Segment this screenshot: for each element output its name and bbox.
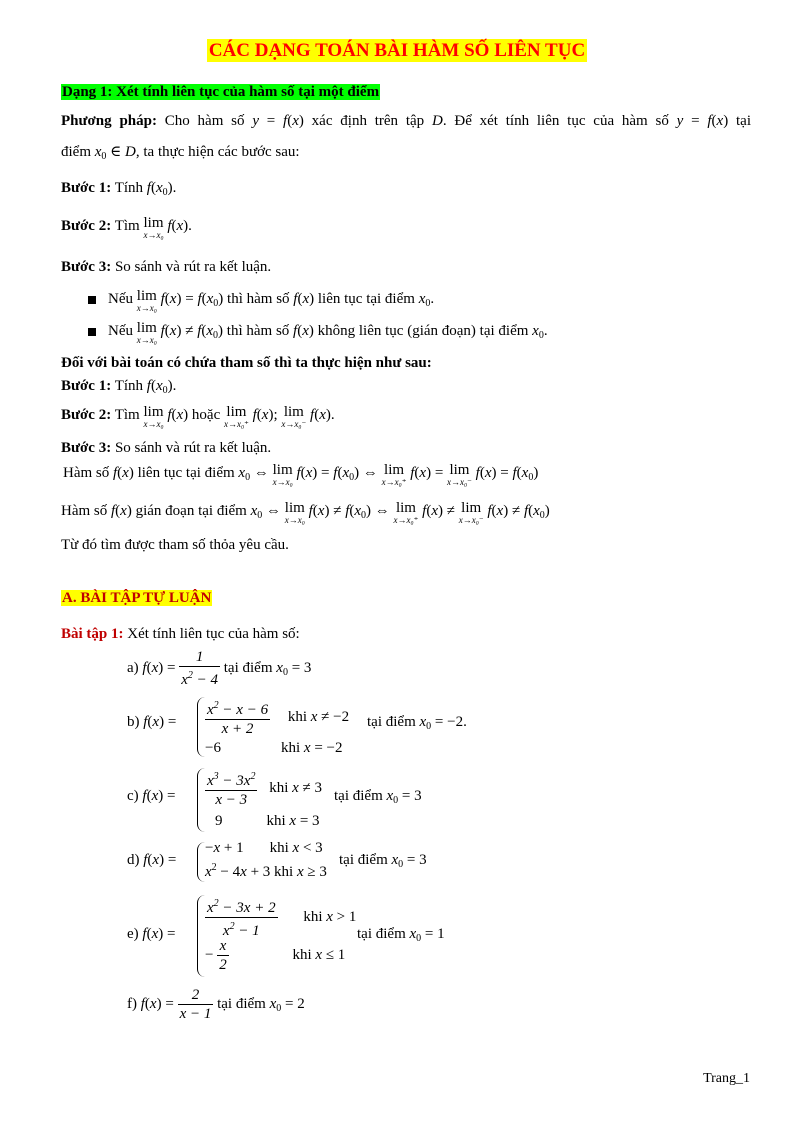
exercise-item-f: f) f(x) = $\frac{2}{x - 1}$ tại điểm $x_0 = 2$	[127, 987, 305, 1022]
document-page: CÁC DẠNG TOÁN BÀI HÀM SỐ LIÊN TỤC Dạng 1: Xét tính liên tục của hàm số tại một điểm Phương pháp: Cho hàm số y = f(x) xác định trên tập D. Để xét tính liên tục của hàm số y = f(x) tại điểm $x_0$ ∈ D, ta thực hiện các bước sau: Bước 1: Tính $f(x_0)$. Bước 2: Tìm lim x→x₀ f(x). Bước 3: So sánh và rút ra kết luận. Nếu lim x→x₀ $f(x) = f(x_0)$ thì hàm số f(x) liên tục tại điểm $x_0$. Nếu lim x→x₀ $f(x) \ne f(x_0)$ thì hàm số f(x) không liên tục (gián đoạn) tại điểm $x_0$. Đối với bài toán có chứa tham số thì ta thực hiện như sau: Bước 1: Tính $f(x_0)$. Bước 2: Tìm lim x→x₀ f(x) hoặc lim x→x₀⁺ f(x); lim x→x₀⁻ f(x). Bước 3: So sánh và rút ra kết luận. Hàm số f(x) liên tục tại điểm $x_0$ ⇔ lim x→x₀ $f(x) = f(x_0)$ ⇔ lim x→x₀⁺ f(x) = lim x→x₀⁻ $f(x) = f(x_0)$ Hàm số f(x) gián đoạn tại điểm $x_0$ ⇔ lim x→x₀ $f(x) \ne f(x_0)$ ⇔ lim x→x₀⁺ f(x) ≠ lim x→x₀⁻ $f(x) \ne f(x_0)$ Từ đó tìm được tham số thỏa yêu cầu. A. BÀI TẬP TỰ LUẬN Bài tập 1: Xét tính liên tục của hàm số: a) f(x) = $\frac{1}{x^2 - 4}$ tại điểm $x_0 = 3$ b) f(x) = $\frac{x^2 - x - 6}{x + 2}$ khi x ≠ −2 −6 khi x = −2 tại điểm $x_0 = -2$. c) f(x) = $\frac{x^3 - 3x^2}{x - 3}$ khi x ≠ 3 9 khi x = 3 tại điểm $x_0 = 3$ d) f(x) = −x + 1 khi x < 3 $x^2 - 4x + 3$ khi x ≥ 3 tại điểm $x_0 = 3$ e) f(x) = $\frac{x^2 - 3x + 2}{x^2 - 1}$ khi x > 1 − $\frac{x}{2}$ khi x ≤ 1 tại điểm $x_0 = 1$ f) f(x) = $\frac{2}{x - 1}$ tại điểm $x_0 = 2$ Trang_1	[0, 0, 794, 1123]
page-number: Trang_1	[703, 1071, 750, 1086]
step3: Bước 3: So sánh và rút ra kết luận.	[61, 259, 272, 275]
dang1-heading: Dạng 1: Xét tính liên tục của hàm số tại một điểm	[62, 84, 380, 100]
step1: Bước 1: Tính $f(x_0)$.	[61, 180, 177, 198]
continuity-condition: Hàm số f(x) liên tục tại điểm $x_0$ ⇔ lim x→x₀ $f(x) = f(x_0)$ ⇔ lim x→x₀⁺ f(x) = lim x→x₀⁻ $f(x) = f(x_0)$	[63, 462, 539, 487]
method-line1: Phương pháp: Cho hàm số y = f(x) xác định trên tập D. Để xét tính liên tục của hàm số y = f(x) tại	[61, 113, 752, 129]
exercise-1-heading: Bài tập 1: Xét tính liên tục của hàm số:	[61, 626, 300, 642]
param-step1: Bước 1: Tính $f(x_0)$.	[61, 378, 177, 396]
bullet-discontinuous: Nếu lim x→x₀ $f(x) \ne f(x_0)$ thì hàm số f(x) không liên tục (gián đoạn) tại điểm $x_0$.	[108, 320, 548, 345]
exercise-item-a: a) f(x) = $\frac{1}{x^2 - 4}$ tại điểm $x_0 = 3$	[127, 649, 312, 688]
param-step3: Bước 3: So sánh và rút ra kết luận.	[61, 440, 272, 456]
bullet-continuous: Nếu lim x→x₀ $f(x) = f(x_0)$ thì hàm số f(x) liên tục tại điểm $x_0$.	[108, 288, 435, 313]
section-a-heading: A. BÀI TẬP TỰ LUẬN	[62, 590, 212, 606]
conclusion-text: Từ đó tìm được tham số thỏa yêu cầu.	[61, 537, 289, 553]
bullet-icon	[88, 296, 96, 304]
page-title: CÁC DẠNG TOÁN BÀI HÀM SỐ LIÊN TỤC	[208, 40, 586, 61]
discontinuity-condition: Hàm số f(x) gián đoạn tại điểm $x_0$ ⇔ lim x→x₀ $f(x) \ne f(x_0)$ ⇔ lim x→x₀⁺ f(x) ≠ lim x→x₀⁻ $f(x) \ne f(x_0)$	[61, 500, 550, 525]
param-heading: Đối với bài toán có chứa tham số thì ta thực hiện như sau:	[61, 355, 432, 371]
bullet-icon	[88, 328, 96, 336]
method-line2: điểm $x_0$ ∈ D, ta thực hiện các bước sau:	[61, 144, 300, 162]
param-step2: Bước 2: Tìm lim x→x₀ f(x) hoặc lim x→x₀⁺ f(x); lim x→x₀⁻ f(x).	[61, 404, 335, 429]
step2: Bước 2: Tìm lim x→x₀ f(x).	[61, 215, 192, 240]
